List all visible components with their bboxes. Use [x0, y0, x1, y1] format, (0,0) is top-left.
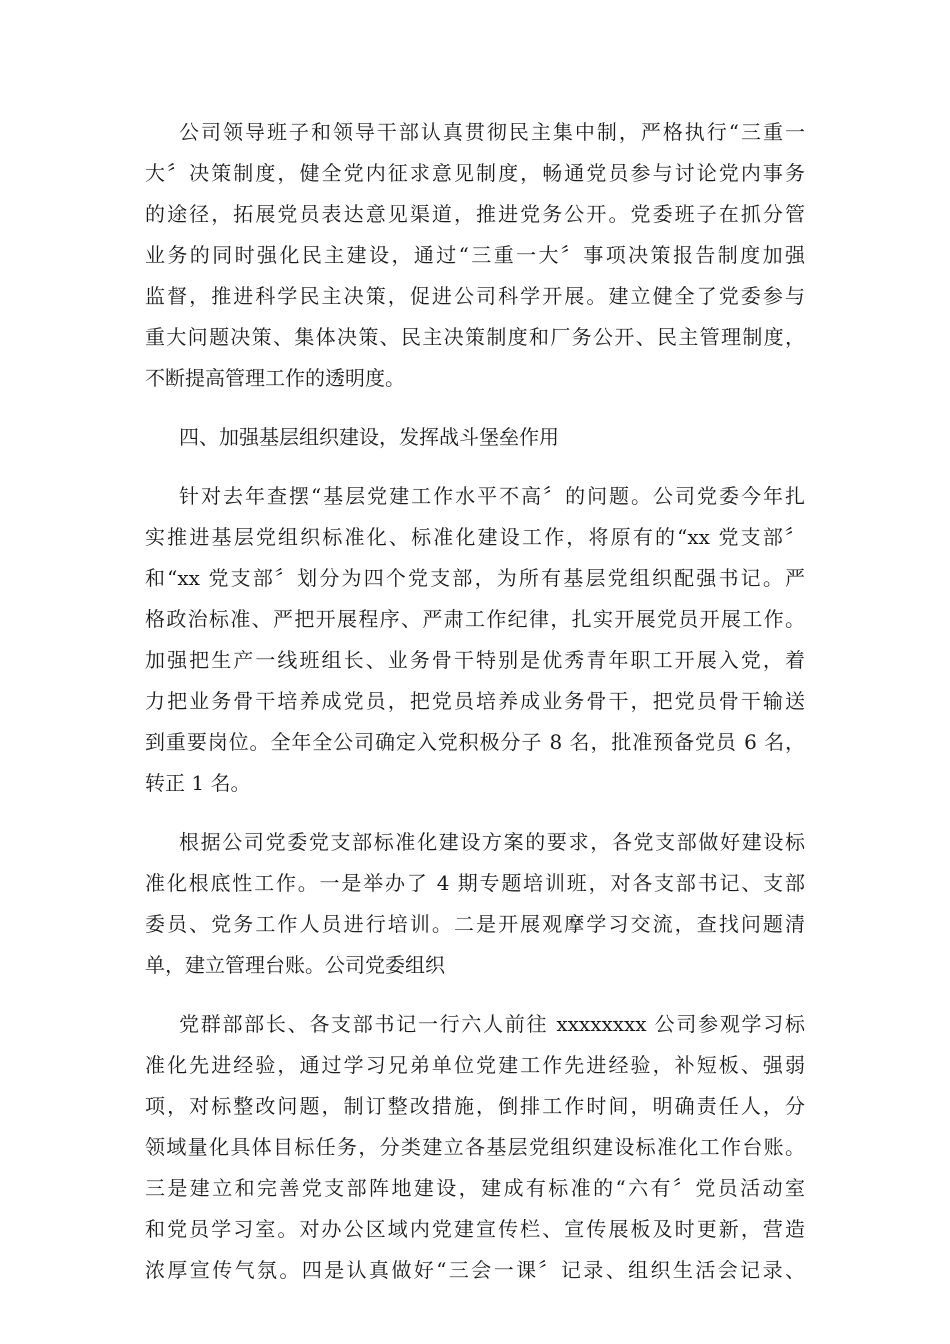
text-line: 的途径，拓展党员表达意见渠道，推进党务公开。党委班子在抓分管 [145, 202, 805, 226]
text-line: 准化根底性工作。一是举办了 4 期专题培训班，对各支部书记、支部 [145, 871, 805, 895]
text-line: 领域量化具体目标任务，分类建立各基层党组织建设标准化工作台账。 [145, 1135, 805, 1159]
text-line: 加强把生产一线班组长、业务骨干特别是优秀青年职工开展入党，着 [145, 648, 805, 672]
paragraph-grassroots-organization [145, 476, 805, 804]
text-line: 针对去年查摆“基层党建工作水平不高〞的问题。公司党委今年扎 [179, 484, 805, 508]
heading-line: 四、加强基层组织建设，发挥战斗堡垒作用 [179, 425, 559, 449]
text-line: 浓厚宣传气氛。四是认真做好“三会一课〞记录、组织生活会记录、 [145, 1258, 805, 1282]
text-line: 单，建立管理台账。公司党委组织 [145, 953, 445, 977]
text-line: 重大问题决策、集体决策、民主决策制度和厂务公开、民主管理制度， [145, 325, 805, 349]
text-line: 党群部部长、各支部书记一行六人前往 xxxxxxxx 公司参观学习标 [179, 1012, 805, 1036]
paragraph-study-visit [145, 1004, 805, 1291]
text-line: 三是建立和完善党支部阵地建设，建成有标准的“六有〞党员活动室 [145, 1176, 805, 1200]
paragraph-standardization [145, 822, 805, 986]
text-line: 转正 1 名。 [145, 771, 251, 795]
text-line: 力把业务骨干培养成党员，把党员培养成业务骨干，把党员骨干输送 [145, 689, 805, 713]
text-line: 大〞决策制度，健全党内征求意见制度，畅通党员参与讨论党内事务 [145, 161, 805, 185]
document-page [145, 112, 805, 1291]
text-line: 和党员学习室。对办公区域内党建宣传栏、宣传展板及时更新，营造 [145, 1217, 805, 1241]
text-line: 到重要岗位。全年全公司确定入党积极分子 8 名，批准预备党员 6 名， [145, 730, 805, 754]
section-heading [145, 417, 805, 458]
paragraph-democratic-centralism [145, 112, 805, 399]
text-line: 业务的同时强化民主建设，通过“三重一大〞事项决策报告制度加强 [145, 243, 805, 267]
text-line: 不断提高管理工作的透明度。 [145, 366, 405, 390]
text-line: 监督，推进科学民主决策，促进公司科学开展。建立健全了党委参与 [145, 284, 805, 308]
text-line: 和“xx 党支部〞划分为四个党支部，为所有基层党组织配强书记。严 [145, 566, 805, 590]
text-line: 根据公司党委党支部标准化建设方案的要求，各党支部做好建设标 [179, 830, 805, 854]
text-line: 实推进基层党组织标准化、标准化建设工作，将原有的“xx 党支部〞 [145, 525, 805, 549]
text-line: 格政治标准、严把开展程序、严肃工作纪律，扎实开展党员开展工作。 [145, 607, 805, 631]
text-line: 准化先进经验，通过学习兄弟单位党建工作先进经验，补短板、强弱 [145, 1053, 805, 1077]
text-line: 公司领导班子和领导干部认真贯彻民主集中制，严格执行“三重一 [179, 120, 805, 144]
text-line: 委员、党务工作人员进行培训。二是开展观摩学习交流，查找问题清 [145, 912, 805, 936]
text-line: 项，对标整改问题，制订整改措施，倒排工作时间，明确责任人，分 [145, 1094, 805, 1118]
